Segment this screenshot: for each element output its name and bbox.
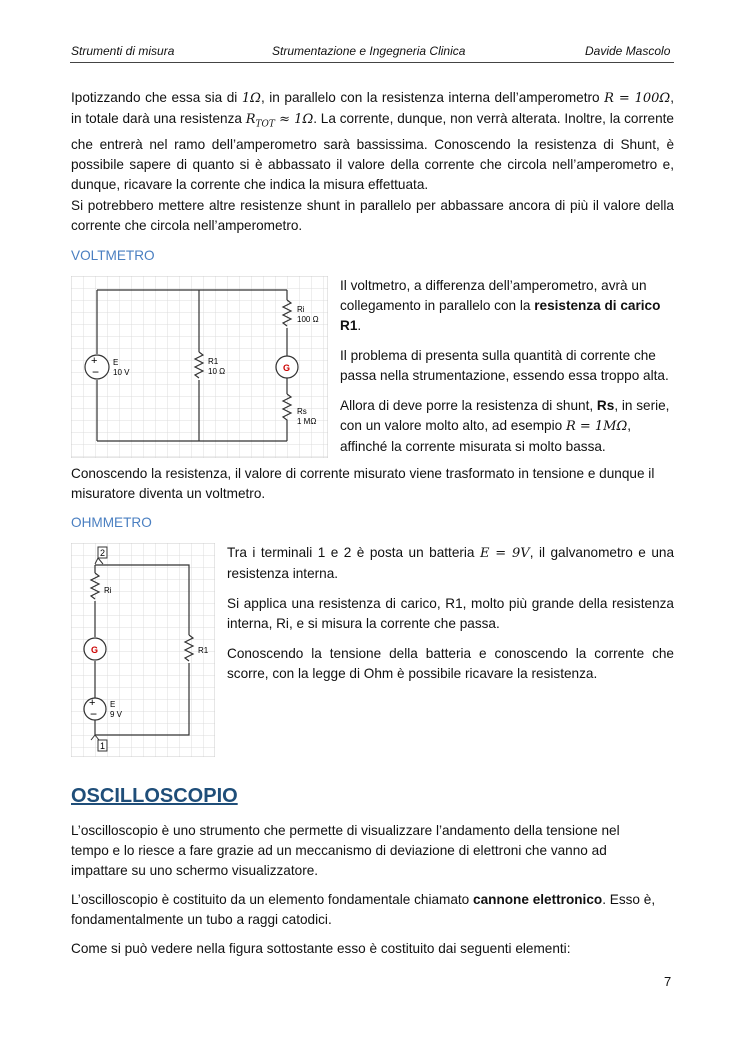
header-center: Strumentazione e Ingegneria Clinica <box>272 44 466 58</box>
voltmeter-circuit-figure <box>71 276 328 458</box>
ohmmetro-para-1: Tra i terminali 1 e 2 è posta un batteria E = 9V, il galvanometro e una resistenza interna. <box>227 545 675 581</box>
ohmmetro-heading: OHMMETRO <box>71 515 152 530</box>
ohmmeter-circuit-figure <box>71 543 215 757</box>
svg-text:−: − <box>90 707 98 721</box>
ohmmetro-side-text <box>227 543 674 694</box>
g-label: G <box>283 363 291 373</box>
e-label: E <box>110 700 116 709</box>
terminal-1-label: 1 <box>100 741 106 751</box>
intro-paragraph-2: Si potrebbero mettere altre resistenze shunt in parallelo per abbassare ancora di più il valore della corrente che circola nell’amperometro. <box>71 198 674 233</box>
terminal-2-label: 2 <box>100 548 106 558</box>
g-label: G <box>91 645 99 655</box>
ri-label: Ri <box>297 305 305 314</box>
e-value: 10 V <box>113 368 130 377</box>
ri-value: 100 Ω <box>297 315 319 324</box>
header-right: Davide Mascolo <box>585 44 671 58</box>
voltmetro-para-1: Il voltmetro, a differenza dell’amperometro, avrà un collegamento in parallelo con la resistenza di carico R1. <box>340 278 661 333</box>
rs-value: 1 MΩ <box>297 417 317 426</box>
ohmmetro-para-3: Conoscendo la tensione della batteria e conoscendo la corrente che scorre, con la legge di Ohm è possibile ricavare la resistenza. <box>227 646 674 681</box>
ohmmetro-para-2: Si applica una resistenza di carico, R1, molto più grande della resistenza interna, Ri, e si misura la corrente che passa. <box>227 596 674 631</box>
voltmetro-after-paragraph: Conoscendo la resistenza, il valore di corrente misurato viene trasformato in tensione e dunque il misuratore diventa un voltmetro. <box>71 466 655 501</box>
header-left: Strumenti di misura <box>71 44 175 58</box>
voltmetro-heading: VOLTMETRO <box>71 248 155 263</box>
ri-label: Ri <box>104 586 112 595</box>
rs-label: Rs <box>297 407 307 416</box>
r1-label: R1 <box>198 646 209 655</box>
voltmetro-side-text <box>340 276 674 467</box>
svg-text:+: + <box>89 697 96 709</box>
svg-text:+: + <box>91 355 98 367</box>
page-number: 7 <box>664 974 672 989</box>
header-rule <box>70 62 674 63</box>
e-value: 9 V <box>110 710 123 719</box>
svg-text:−: − <box>92 365 100 379</box>
oscilloscopio-para-3: Come si può vedere nella figura sottostante esso è costituito dai seguenti elementi: <box>71 941 571 956</box>
intro-paragraph-1: Ipotizzando che essa sia di 1Ω, in parallelo con la resistenza interna dell’amperometro R = 100Ω, in totale darà una resistenza $R_{TOT} \approx 1\Omega$. La corrente, dunque, non verrà alterata. Inoltre, la corrente che entrerà nel ramo dell’amperometro sarà bassissima. Conoscendo la resistenza di Shunt, è possibile sapere di quanto si è abbassato il valore della corrente che circola nell’amperometro e, dunque, ricavare la corrente che indica la misura effettuata. <box>71 90 674 192</box>
oscilloscopio-para-2: L’oscilloscopio è costituito da un elemento fondamentale chiamato cannone elettronico. Esso è, fondamentalmente un tubo a raggi catodici. <box>71 892 656 927</box>
oscilloscopio-para-1: L’oscilloscopio è uno strumento che permette di visualizzare l’andamento della tensione nel tempo e lo riesce a fare grazie ad un meccanismo di deviazione di elettroni che vanno ad impattare su uno schermo visualizzatore. <box>71 823 620 878</box>
e-label: E <box>113 358 119 367</box>
oscilloscopio-heading: OSCILLOSCOPIO <box>71 785 238 807</box>
voltmetro-para-2: Il problema di presenta sulla quantità di corrente che passa nella strumentazione, essendo essa troppo alta. <box>340 348 669 383</box>
r1-label: R1 <box>208 357 219 366</box>
r1-value: 10 Ω <box>208 367 226 376</box>
voltmetro-para-3: Allora di deve porre la resistenza di shunt, Rs, in serie, con un valore molto alto, ad esempio R = 1MΩ, affinché la corrente misurata si molto bassa. <box>340 398 670 454</box>
